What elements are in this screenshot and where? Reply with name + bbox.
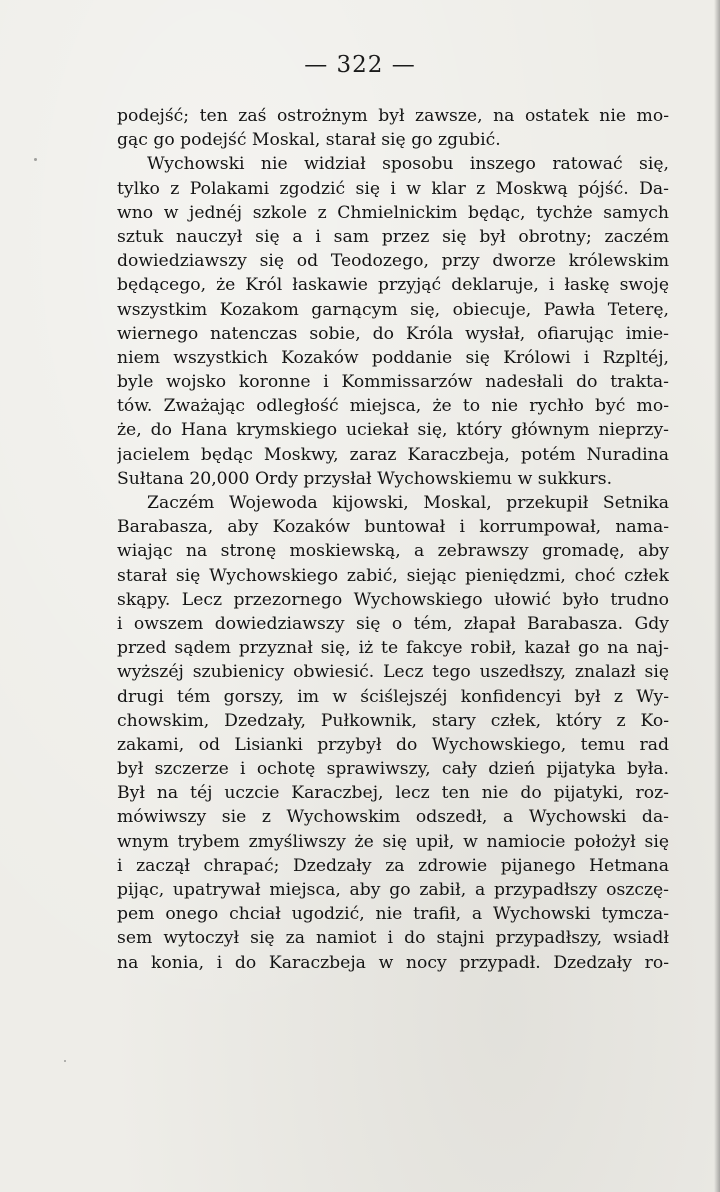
text-line: pem onego chciał ugodzić, nie trafił, a Wychowski tymcza- [117, 904, 669, 925]
text-line: wnym trybem zmyśliwszy że się upił, w namiocie położył się [117, 831, 669, 852]
text-line: na konia, i do Karaczbeja w nocy przypadł. Dzedzały ro- [117, 952, 669, 973]
text-line: dowiedziawszy się od Teodozego, przy dworze królewskim [117, 251, 669, 272]
paper-speck [34, 158, 37, 161]
text-line: niem wszystkich Kozaków poddanie się Królowi i Rzpltéj, [117, 347, 669, 368]
text-line: wno w jednéj szkole z Chmielnickim będąc, tychże samych [117, 202, 669, 223]
text-line: Barabasza, aby Kozaków buntował i korrumpował, nama- [117, 517, 669, 538]
text-line: przed sądem przyznał się, iż te fakcye robił, kazał go na naj- [117, 638, 669, 659]
text-line: Był na téj uczcie Karaczbej, lecz ten nie do pijatyki, roz- [117, 783, 669, 804]
text-line: Zaczém Wojewoda kijowski, Moskal, przekupił Setnika [147, 493, 669, 513]
paper-speck [64, 1060, 66, 1062]
text-line: Wychowski nie widział sposobu inszego ratować się, [147, 154, 669, 175]
text-line: wiając na stronę moskiewską, a zebrawszy gromadę, aby [117, 541, 669, 562]
text-line: zakami, od Lisianki przybył do Wychowskiego, temu rad [117, 734, 669, 755]
body-text [117, 104, 669, 975]
text-line: tylko z Polakami zgodzić się i w klar z Moskwą pójść. Da- [117, 178, 669, 199]
page-edge-shadow [714, 0, 720, 1192]
text-line: Sułtana 20,000 Ordy przysłał Wychowskiemu w sukkurs. [117, 468, 613, 489]
text-line: sem wytoczył się za namiot i do stajni przypadłszy, wsiadł [117, 928, 669, 949]
page-number: — 322 — [304, 52, 416, 78]
text-line: sztuk nauczył się a i sam przez się był obrotny; zaczém [117, 226, 669, 247]
text-line: i owszem dowiedziawszy się o tém, złapał Barabasza. Gdy [117, 613, 669, 634]
text-line: mówiwszy sie z Wychowskim odszedł, a Wychowski da- [117, 807, 669, 828]
text-line: pijąc, upatrywał miejsca, aby go zabił, a przypadłszy oszczę- [117, 880, 669, 900]
text-line: wyższéj szubienicy obwiesić. Lecz tego uszedłszy, znalazł się [117, 662, 669, 683]
text-line: był szczerze i ochotę sprawiwszy, cały dzień pijatyka była. [117, 759, 669, 780]
text-line: skąpy. Lecz przezornego Wychowskiego ułowić było trudno [117, 589, 669, 610]
text-line: chowskim, Dzedzały, Pułkownik, stary człek, który z Ko- [117, 710, 669, 731]
text-line: wszystkim Kozakom garnącym się, obiecuje, Pawła Teterę, [117, 299, 669, 320]
text-line: będącego, że Król łaskawie przyjąć deklaruje, i łaskę swoję [117, 275, 669, 296]
text-line: gąc go podejść Moskal, starał się go zgubić. [117, 130, 501, 151]
text-line: tów. Zważając odległość miejsca, że to nie rychło być mo- [117, 396, 669, 417]
text-line: drugi tém gorszy, im w ściślejszéj konfidencyi był z Wy- [117, 686, 669, 707]
text-line: jacielem będąc Moskwy, zaraz Karaczbeja, potém Nuradina [117, 444, 669, 465]
text-line: starał się Wychowskiego zabić, siejąc pieniędzmi, choć człek [117, 565, 669, 586]
text-line: wiernego natenczas sobie, do Króla wysłał, ofiarując imie- [117, 323, 669, 344]
text-line: podejść; ten zaś ostrożnym był zawsze, na ostatek nie mo- [117, 106, 669, 126]
text-line: że, do Hana krymskiego uciekał się, który głównym nieprzy- [117, 420, 669, 441]
text-line: i zaczął chrapać; Dzedzały za zdrowie pijanego Hetmana [117, 855, 669, 876]
text-line: byle wojsko koronne i Kommissarzów nadesłali do trakta- [117, 372, 669, 393]
